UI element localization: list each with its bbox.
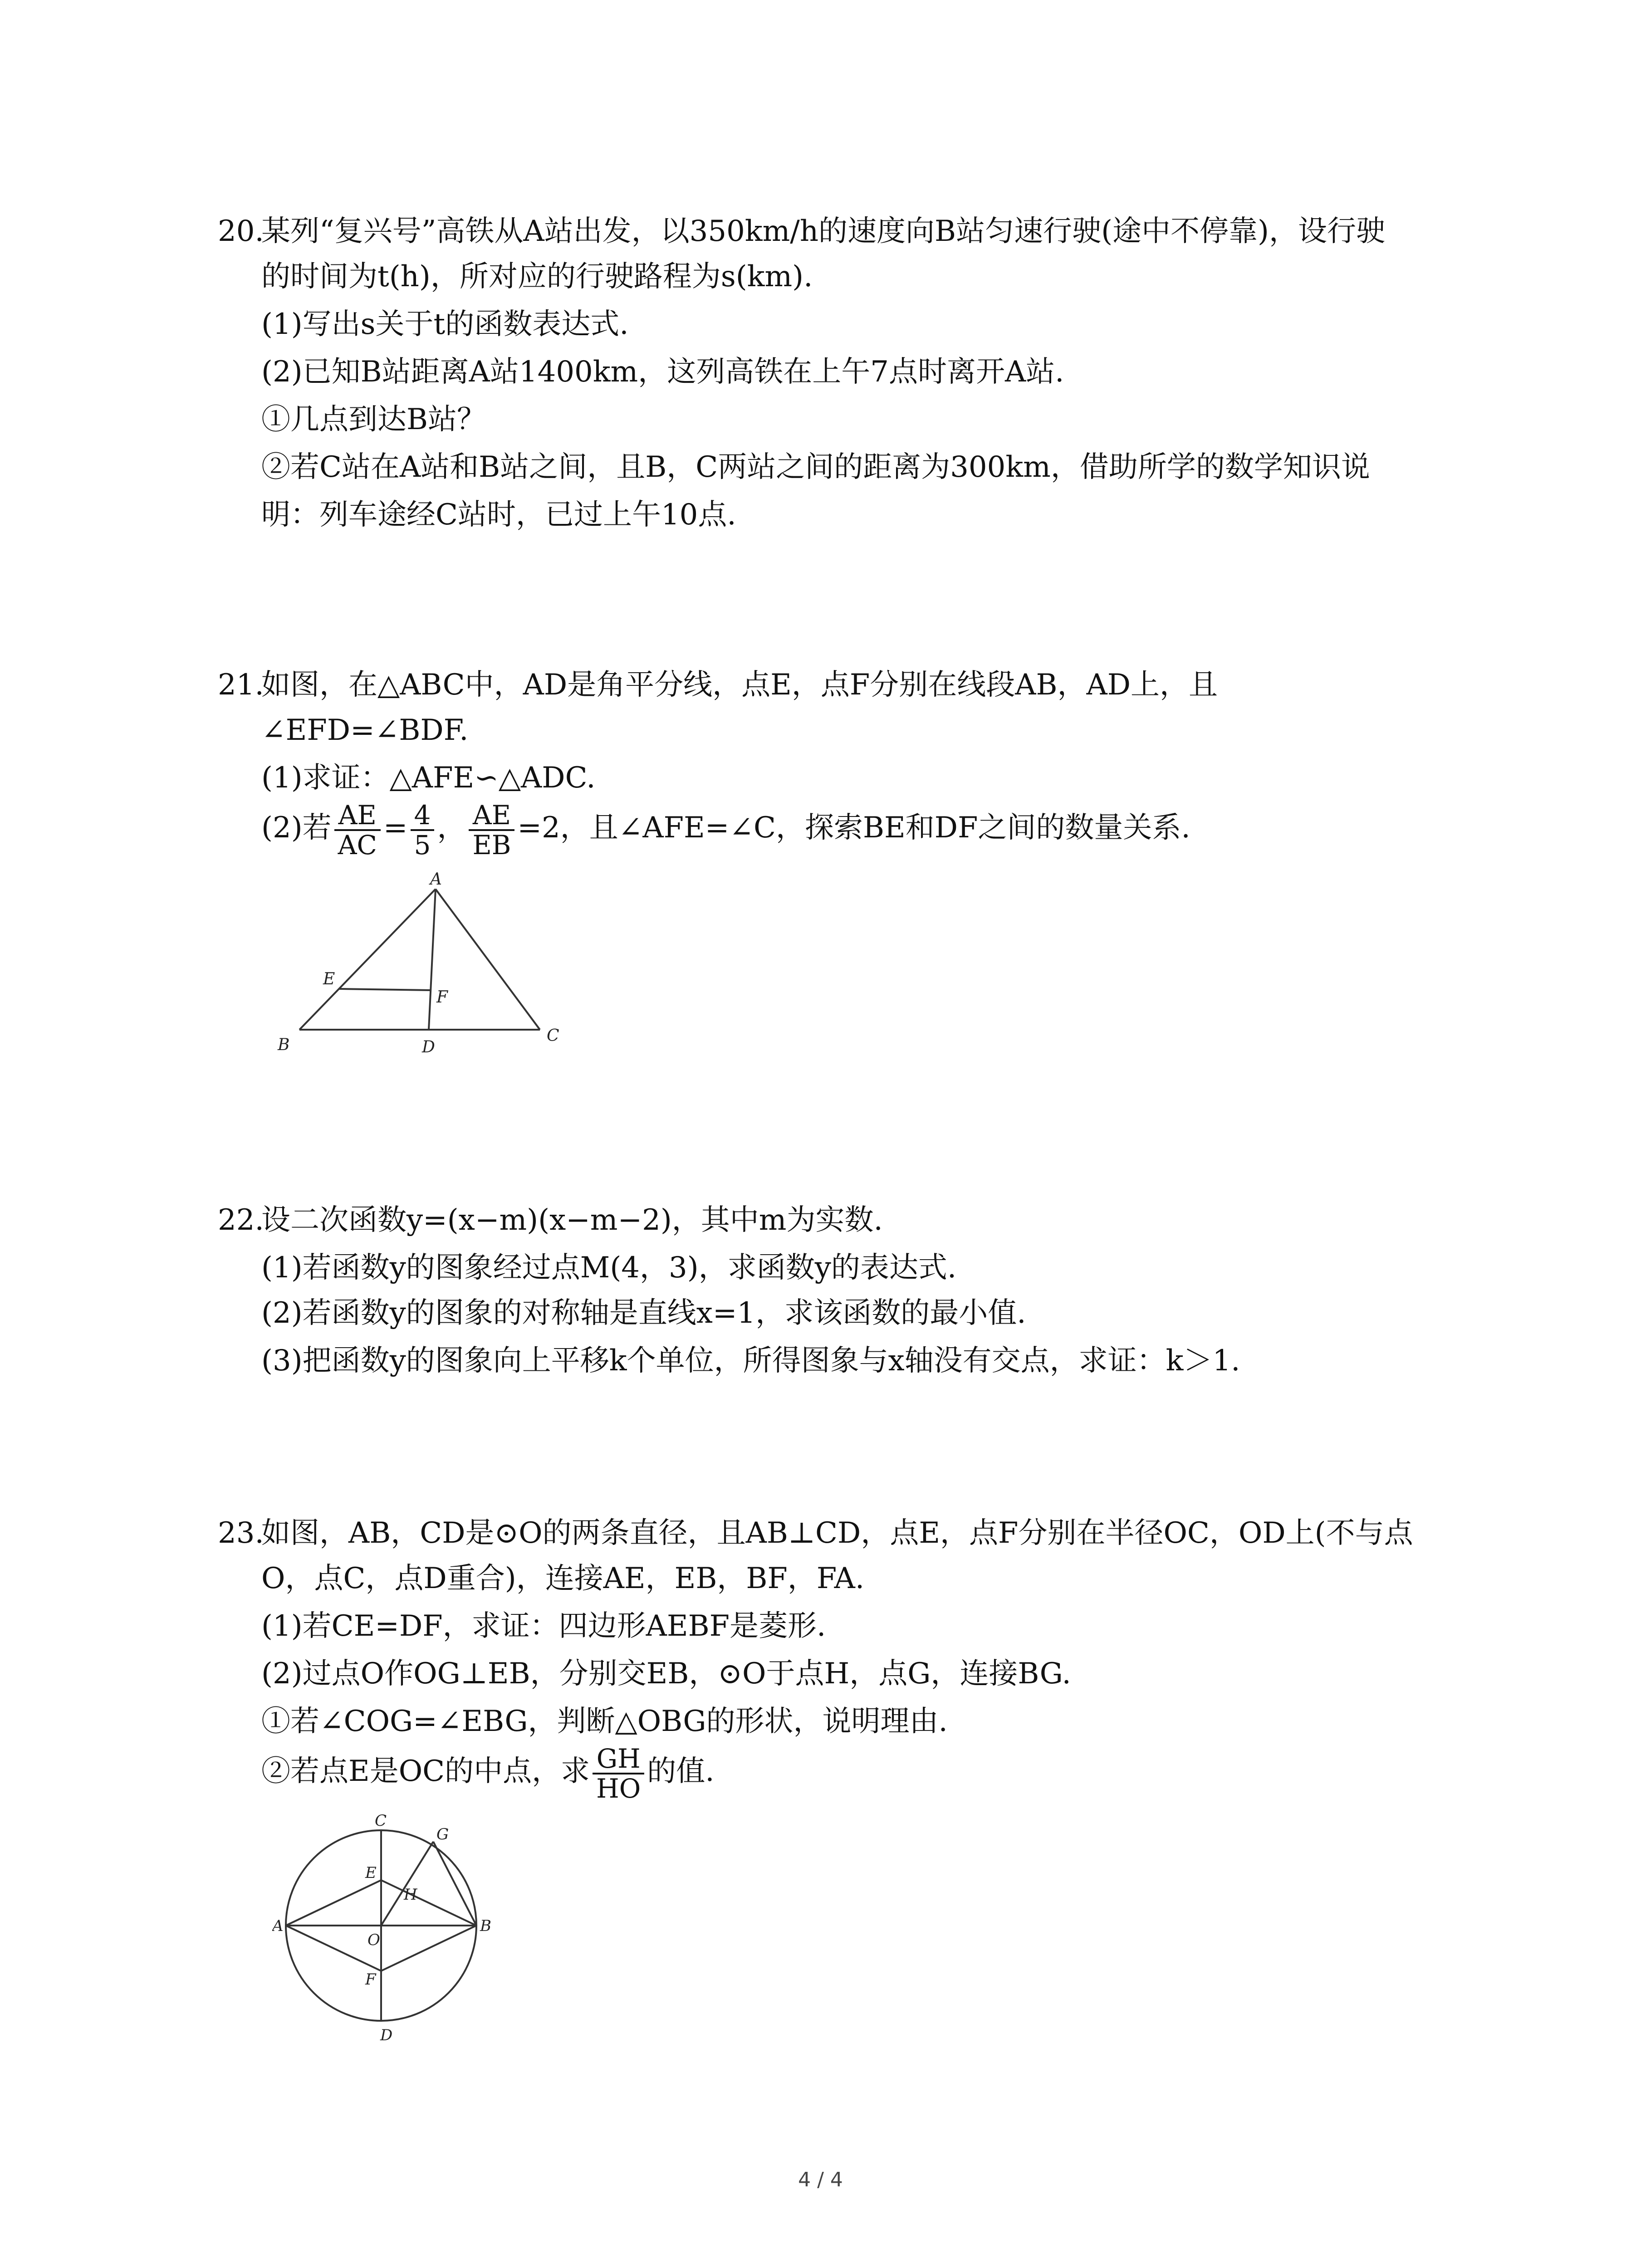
- segment-ac: [436, 889, 540, 1030]
- problem-21-line-2: ∠EFD=∠BDF.: [261, 714, 469, 747]
- label-g: G: [436, 1825, 449, 1843]
- label-d: D: [422, 1038, 435, 1056]
- problem-20-line-7: 明：列车途经C站时，已过上午10点.: [261, 498, 736, 532]
- circle-figure: [272, 1801, 526, 2046]
- label-d: D: [380, 2026, 393, 2044]
- problem-23-line-5: ①若∠COG=∠EBG，判断△OBG的形状，说明理由.: [261, 1705, 948, 1738]
- triangle-figure: [272, 871, 590, 1061]
- q2-prefix: (2)若: [261, 811, 332, 845]
- label-b: B: [278, 1036, 290, 1054]
- segment-ef: [339, 989, 431, 990]
- problem-21-number: 21.: [218, 668, 264, 702]
- fraction-4-5: [411, 801, 435, 859]
- problem-23-line-2: O，点C，点D重合)，连接AE，EB，BF，FA.: [261, 1562, 865, 1595]
- label-a: A: [272, 1917, 284, 1935]
- problem-22-line-4: (3)把函数y的图象向上平移k个单位，所得图象与x轴没有交点，求证：k＞1.: [261, 1344, 1240, 1378]
- problem-20-line-6: ②若C站在A站和B站之间，且B，C两站之间的距离为300km，借助所学的数学知识说: [261, 450, 1370, 484]
- problem-22-line-2: (1)若函数y的图象经过点M(4，3)，求函数y的表达式.: [261, 1251, 957, 1285]
- fraction-ae-ac: [334, 801, 381, 859]
- problem-23-line-3: (1)若CE=DF，求证：四边形AEBF是菱形.: [261, 1609, 826, 1643]
- label-e: E: [365, 1864, 377, 1882]
- segment-bf: [381, 1926, 476, 1971]
- problem-23-line-1: 如图，AB，CD是⊙O的两条直径，且AB⊥CD，点E，点F分别在半径OC，OD上(不与点: [261, 1516, 1413, 1550]
- q2b-prefix: ②若点E是OC的中点，求: [261, 1755, 590, 1788]
- fraction-ae-eb: [469, 801, 514, 859]
- problem-21-line-1: 如图，在△ABC中，AD是角平分线，点E，点F分别在线段AB，AD上，且: [261, 668, 1218, 702]
- label-f: F: [436, 988, 448, 1007]
- problem-21-question-2: [261, 796, 1190, 860]
- problem-21-line-3: (1)求证：△AFE∽△ADC.: [261, 761, 596, 795]
- problem-23-line-4: (2)过点O作OG⊥EB，分别交EB，⊙O于点H，点G，连接BG.: [261, 1657, 1071, 1691]
- label-a: A: [430, 871, 442, 889]
- problem-22-line-1: 设二次函数y=(x−m)(x−m−2)，其中m为实数.: [261, 1203, 883, 1237]
- label-c: C: [375, 1812, 387, 1830]
- problem-23-number: 23.: [218, 1516, 264, 1550]
- fraction-gh-ho: [593, 1745, 644, 1803]
- label-h: H: [404, 1886, 417, 1904]
- fraction-denominator: EB: [472, 829, 511, 860]
- fraction-numerator: GH: [593, 1745, 644, 1774]
- segment-ae: [286, 1880, 381, 1926]
- segment-ab: [299, 889, 436, 1030]
- fraction-denominator: 5: [414, 829, 431, 860]
- segment-fa: [286, 1926, 381, 1971]
- q2b-suffix: 的值.: [647, 1755, 715, 1788]
- page-number: 4 / 4: [798, 2168, 843, 2191]
- fraction-numerator: AE: [334, 801, 381, 831]
- fraction-denominator: HO: [596, 1773, 641, 1804]
- label-e: E: [323, 970, 335, 988]
- problem-23-question-2b: [261, 1740, 715, 1803]
- problem-20-number: 20.: [218, 215, 264, 248]
- label-b: B: [480, 1917, 491, 1935]
- label-o: O: [367, 1931, 380, 1949]
- fraction-numerator: 4: [411, 801, 435, 831]
- fraction-numerator: AE: [469, 801, 514, 831]
- problem-22-line-3: (2)若函数y的图象的对称轴是直线x=1，求该函数的最小值.: [261, 1296, 1026, 1330]
- problem-22-number: 22.: [218, 1203, 264, 1237]
- q2-suffix: =2，且∠AFE=∠C，探索BE和DF之间的数量关系.: [517, 811, 1190, 845]
- problem-20-line-4: (2)已知B站距离A站1400km，这列高铁在上午7点时离开A站.: [261, 355, 1064, 389]
- problem-20-line-1: 某列“复兴号”高铁从A站出发，以350km/h的速度向B站匀速行驶(途中不停靠)，设行驶: [261, 215, 1386, 248]
- label-f: F: [365, 1970, 376, 1989]
- problem-20-line-3: (1)写出s关于t的函数表达式.: [261, 308, 629, 341]
- segment-ad: [429, 889, 436, 1030]
- q2-separator: ，: [437, 811, 466, 845]
- q2-equals: =: [383, 811, 408, 845]
- problem-20-line-2: 的时间为t(h)，所对应的行驶路程为s(km).: [261, 260, 813, 293]
- label-c: C: [547, 1026, 559, 1045]
- segment-bg: [433, 1842, 476, 1926]
- fraction-denominator: AC: [338, 829, 377, 860]
- problem-20-line-5: ①几点到达B站？: [261, 403, 486, 436]
